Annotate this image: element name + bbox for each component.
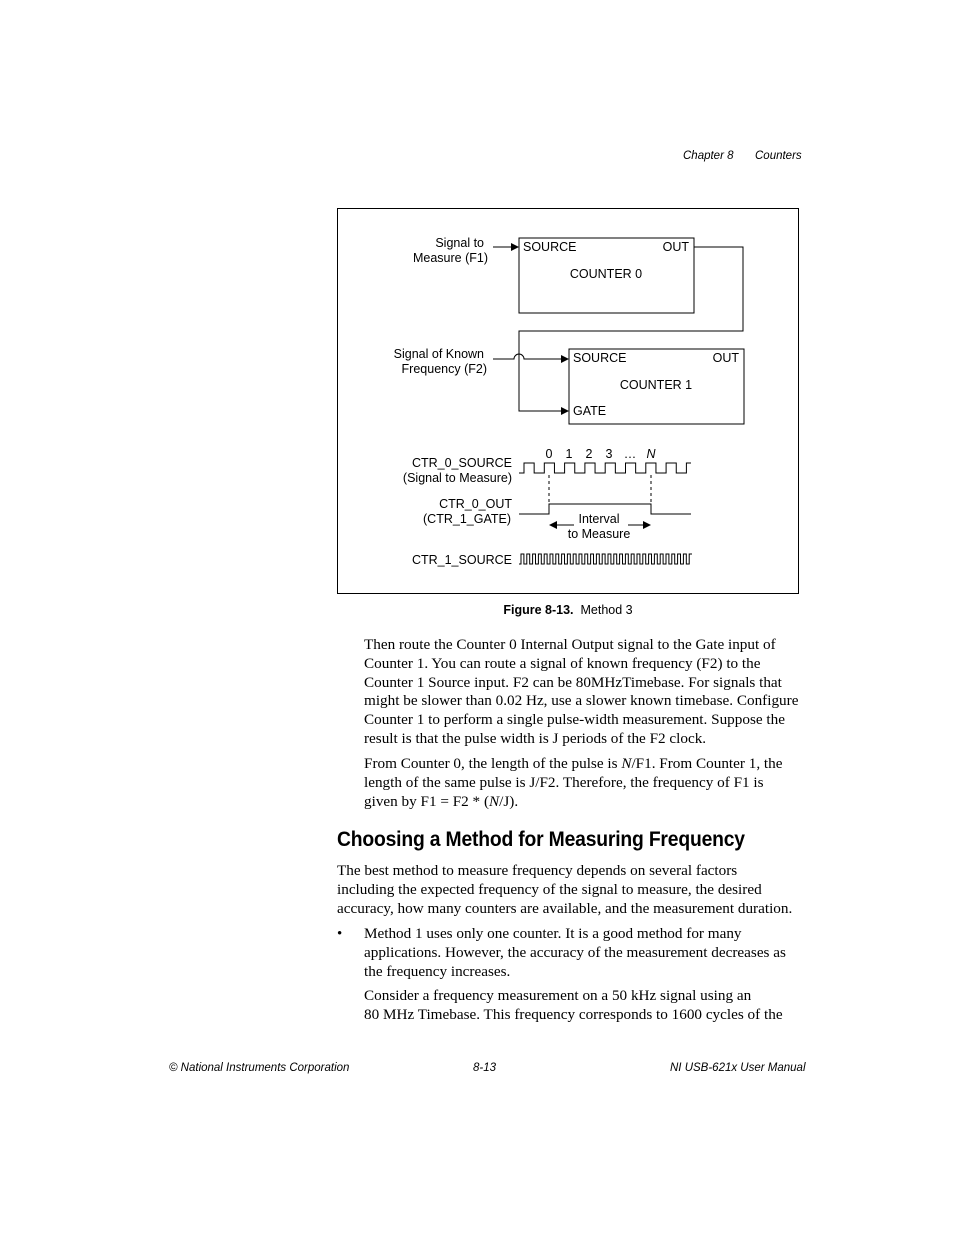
counter-0-source-label: SOURCE: [523, 240, 577, 254]
footer-page-number: 8-13: [473, 1062, 497, 1074]
f2-input-wire: [493, 354, 568, 359]
footer-manual-title: NI USB-621x User Manual: [670, 1062, 806, 1074]
ctr1-source-label: CTR_1_SOURCE: [411, 553, 512, 567]
para-line: Then route the Counter 0 Internal Output signal to the Gate input of: [364, 636, 776, 653]
header-chapter: Chapter 8: [683, 150, 734, 162]
count-label-1: 1: [565, 447, 573, 461]
section-heading: Choosing a Method for Measuring Frequency: [337, 828, 745, 851]
para-line: applications. However, the accuracy of the measurement decreases as: [364, 943, 786, 961]
para-line: From Counter 0, the length of the pulse is N/F1. From Counter 1, the: [364, 755, 783, 772]
ctr0-source-label-1: CTR_0_SOURCE: [411, 456, 512, 470]
para-line: Counter 1 to perform a single pulse-width measurement. Suppose the: [364, 711, 785, 729]
known-frequency-label-1: Signal of Known: [393, 347, 484, 361]
figure-method-3: [337, 208, 799, 594]
paragraph-best-method: [337, 862, 792, 918]
para-line: accuracy, how many counters are available, and the measurement duration.: [337, 899, 793, 917]
paragraph-consider: [364, 987, 783, 1025]
paragraph-pulse-length: [364, 755, 782, 811]
counter-0-out-label: OUT: [662, 240, 689, 254]
bullet-symbol: •: [337, 926, 343, 942]
figure-caption-text: Method 3: [580, 603, 633, 617]
bullet-method-1: [364, 925, 786, 981]
ctr1-source-waveform: [519, 554, 692, 564]
count-label-n: N: [646, 447, 656, 461]
header-title: Counters: [755, 150, 802, 162]
known-frequency-label-2: Frequency (F2): [401, 362, 487, 376]
counter-1-name: COUNTER 1: [619, 378, 693, 392]
count-label-3: 3: [605, 447, 613, 461]
para-line: Consider a frequency measurement on a 50 kHz signal using an: [364, 987, 752, 1004]
para-line: given by F1 = F2 * (N/J).: [364, 792, 519, 810]
count-label-ellipsis: …: [623, 447, 637, 461]
signal-to-measure-label-1: Signal to: [435, 236, 484, 250]
interval-label-2: to Measure: [567, 527, 631, 541]
count-label-2: 2: [585, 447, 593, 461]
paragraph-route-counter: [364, 636, 798, 749]
figure-diagram: [338, 209, 800, 595]
figure-caption: [337, 603, 799, 617]
ctr0-source-waveform: [519, 463, 691, 473]
para-line: the frequency increases.: [364, 962, 511, 980]
para-line: Counter 1 Source input. F2 can be 80MHzTimebase. For signals that: [364, 673, 782, 691]
para-line: length of the same pulse is J/F2. Therefore, the frequency of F1 is: [364, 773, 764, 791]
interval-label-1: Interval: [578, 512, 620, 526]
counter-1-out-label: OUT: [712, 351, 739, 365]
count-label-0: 0: [545, 447, 553, 461]
footer-copyright: © National Instruments Corporation: [169, 1062, 350, 1074]
para-line: Method 1 uses only one counter. It is a good method for many: [364, 925, 742, 942]
figure-number: Figure 8-13.: [503, 603, 574, 617]
signal-to-measure-label-2: Measure (F1): [412, 251, 488, 265]
para-line: might be slower than 0.02 Hz, use a slower known timebase. Configure: [364, 692, 799, 710]
counter-1-gate-label: GATE: [573, 404, 607, 418]
ctr0-out-label-1: CTR_0_OUT: [439, 497, 512, 511]
para-line: result is that the pulse width is J periods of the F2 clock.: [364, 729, 707, 747]
ctr0-source-label-2: (Signal to Measure): [402, 471, 512, 485]
para-line: Counter 1. You can route a signal of known frequency (F2) to the: [364, 654, 761, 672]
para-line: The best method to measure frequency depends on several factors: [337, 862, 738, 879]
counter-0-name: COUNTER 0: [569, 267, 643, 281]
para-line: 80 MHz Timebase. This frequency corresponds to 1600 cycles of the: [364, 1005, 783, 1023]
para-line: including the expected frequency of the signal to measure, the desired: [337, 880, 762, 898]
ctr0-out-label-2: (CTR_1_GATE): [423, 512, 511, 526]
counter-1-source-label: SOURCE: [573, 351, 627, 365]
